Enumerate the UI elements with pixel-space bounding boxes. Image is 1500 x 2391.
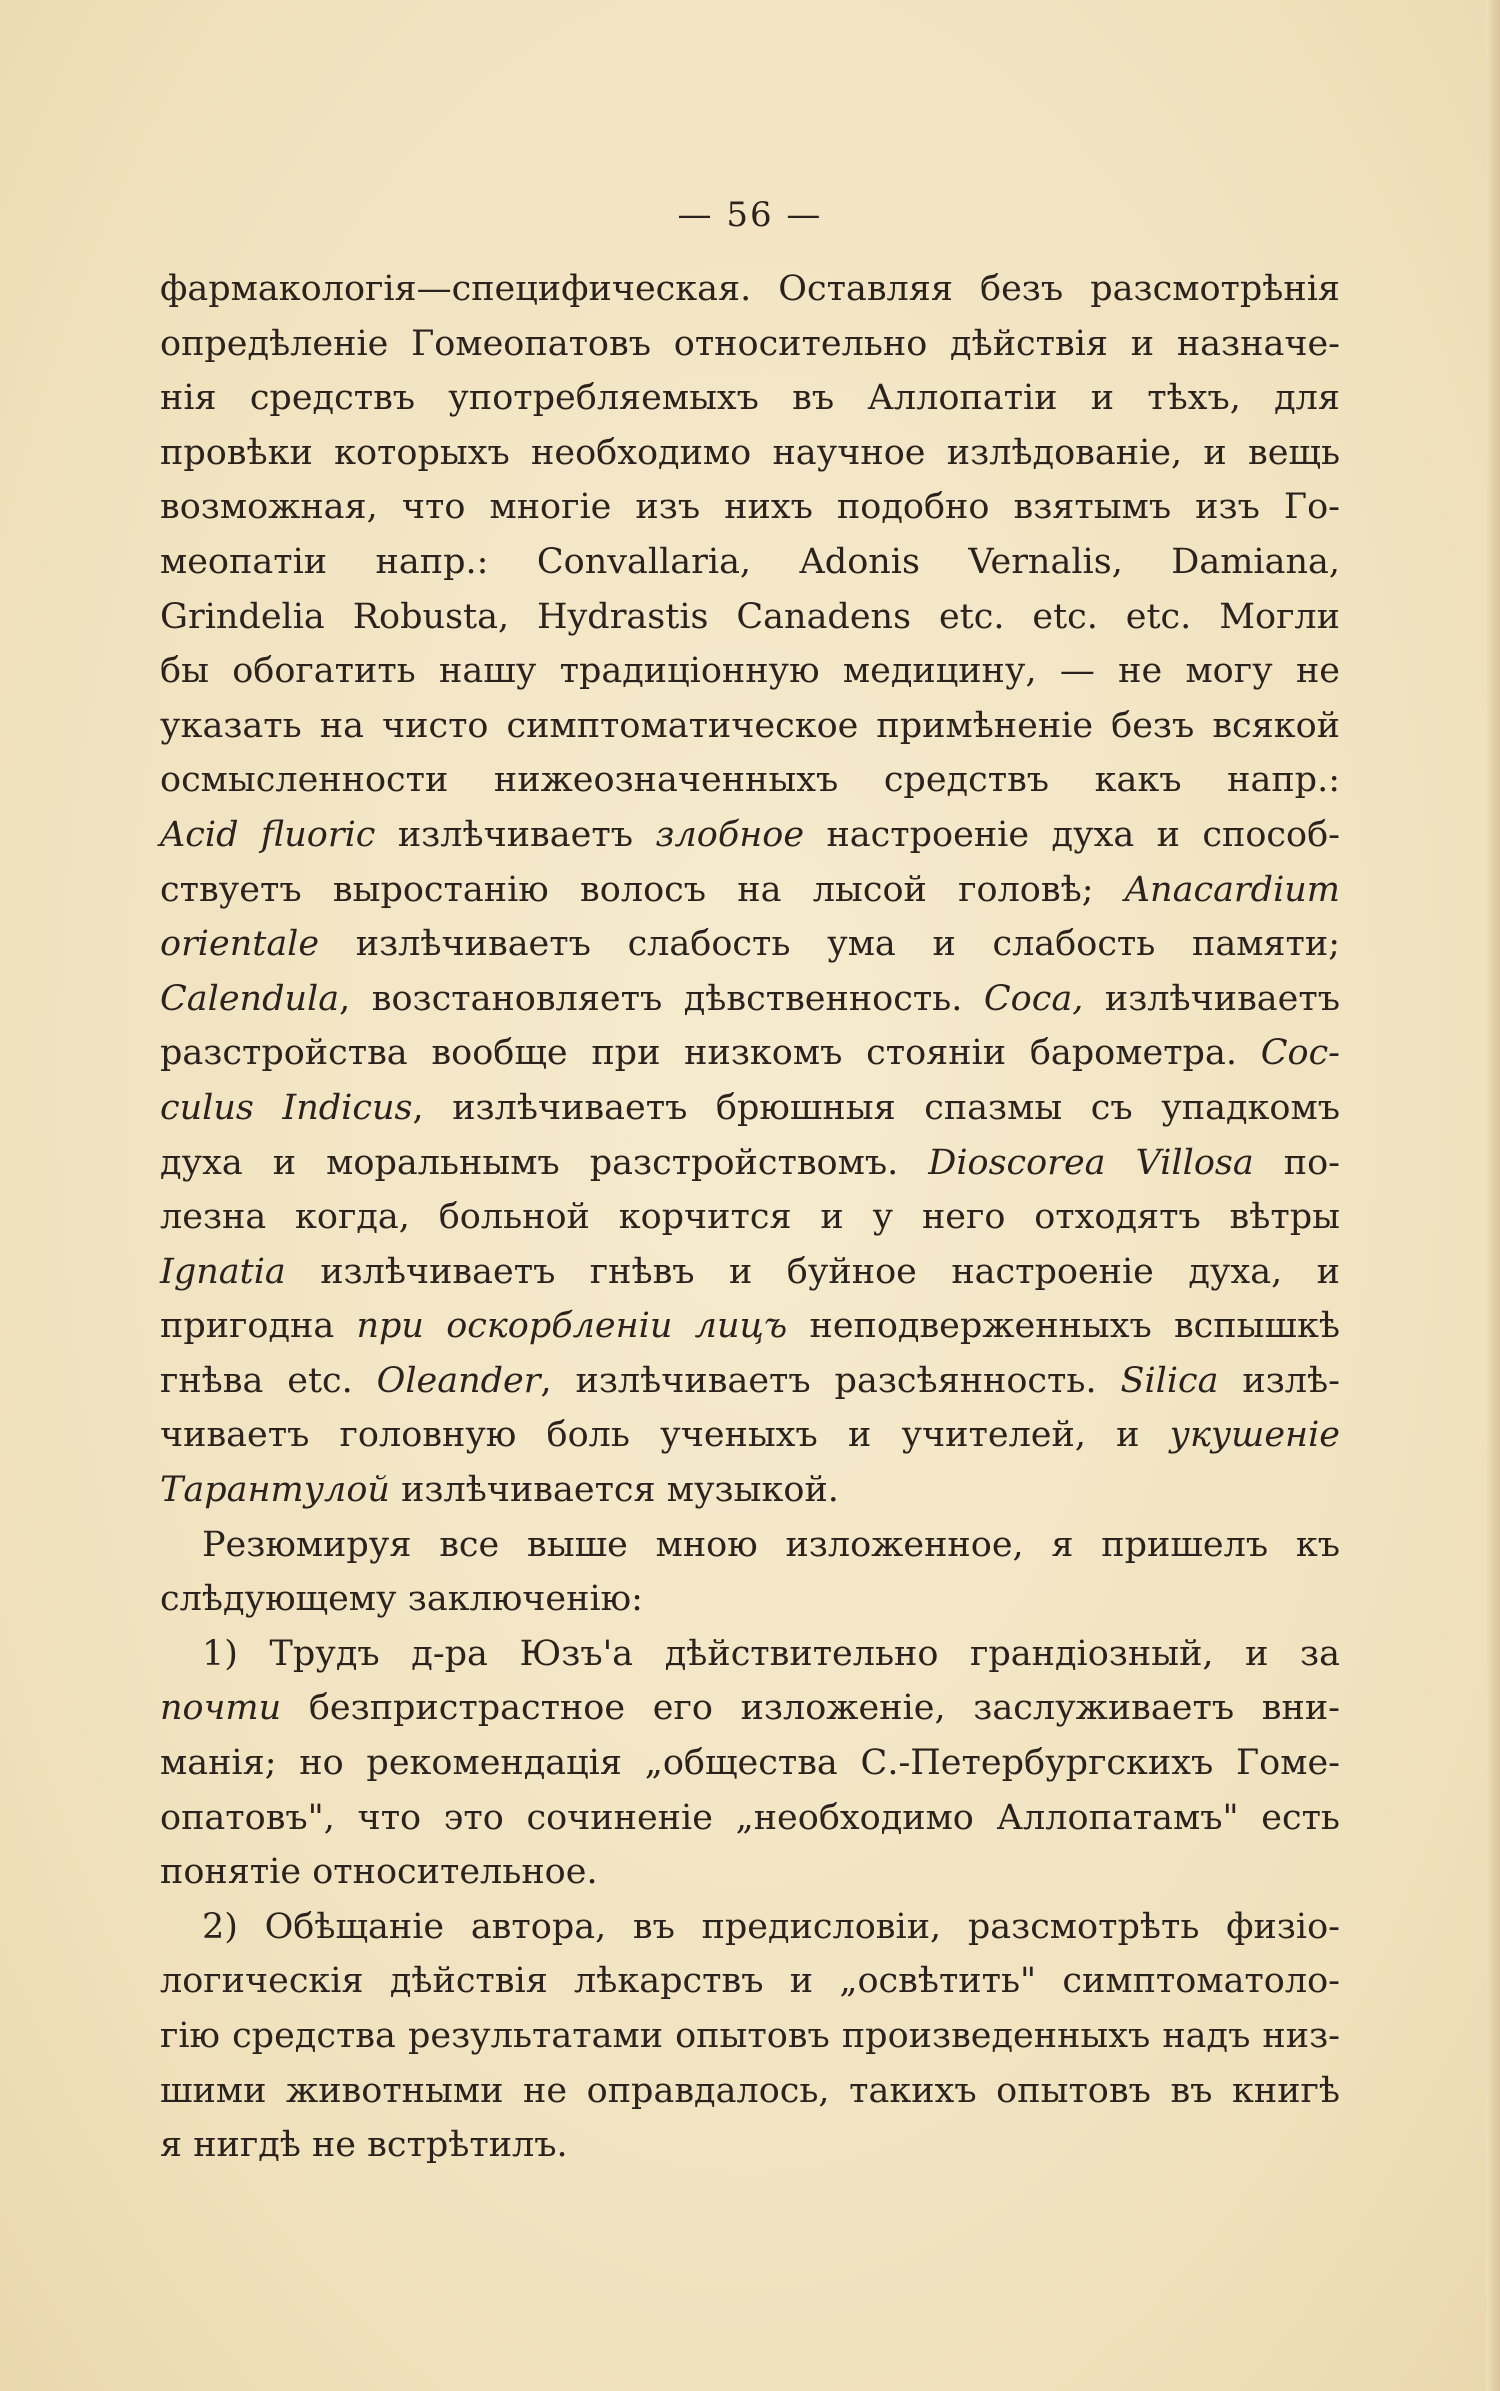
text-segment: разстройства вообще при низкомъ стояніи барометра. xyxy=(160,1033,1261,1074)
text-line xyxy=(160,317,1340,372)
italic-term: почти xyxy=(160,1688,282,1729)
text-line xyxy=(160,1572,1340,1627)
text-segment: возможная, что многіе изъ нихъ подобно взятымъ изъ Го- xyxy=(160,487,1340,528)
text-segment: излѣчивается музыкой. xyxy=(389,1470,839,1511)
text-line xyxy=(160,262,1340,317)
text-segment: гнѣва etc. xyxy=(160,1360,377,1401)
text-segment: излѣ- xyxy=(1218,1360,1340,1401)
text-line xyxy=(160,699,1340,754)
text-segment: неподверженныхъ вспышкѣ xyxy=(787,1306,1340,1347)
italic-term: при оскорбленіи лицъ xyxy=(356,1306,788,1347)
text-line xyxy=(160,972,1340,1027)
text-line xyxy=(160,2009,1340,2064)
text-line xyxy=(160,535,1340,590)
text-line xyxy=(160,1463,1340,1518)
text-segment: бы обогатить нашу традиціонную медицину, — не могу не xyxy=(160,651,1340,692)
italic-term: culus Indicus xyxy=(160,1087,413,1128)
text-segment: фармакологія—специфическая. Оставляя безъ разсмотрѣнія xyxy=(160,269,1340,309)
page-number: — 56 — xyxy=(677,195,823,235)
text-line xyxy=(160,1518,1340,1573)
page-edge-shadow xyxy=(1486,0,1500,2391)
text-line xyxy=(160,1791,1340,1846)
text-line xyxy=(160,1299,1340,1354)
text-segment: ствуетъ выростанію волосъ на лысой головѣ; xyxy=(160,869,1125,910)
text-line xyxy=(160,1900,1340,1955)
text-line xyxy=(160,590,1340,645)
text-line xyxy=(160,1081,1340,1136)
text-segment: Grindelia Robusta, Hydrastis Canadens etc. etc. etc. Могли xyxy=(160,596,1340,637)
text-line xyxy=(160,2118,1340,2173)
text-segment: Резюмируя все выше мною изложенное, я пришелъ къ xyxy=(202,1524,1340,1565)
text-segment: , излѣчиваетъ брюшныя спазмы съ упадкомъ xyxy=(412,1087,1340,1128)
text-segment: слѣдующему заключенію: xyxy=(160,1579,643,1620)
text-segment: излѣчиваетъ слабость ума и слабость памяти; xyxy=(319,924,1340,965)
italic-term: Oleander xyxy=(376,1360,541,1401)
text-segment: пригодна xyxy=(160,1306,357,1347)
text-segment: излѣчиваетъ xyxy=(375,814,656,855)
text-line xyxy=(160,917,1340,972)
italic-term: Coca, xyxy=(983,978,1084,1019)
text-segment: логическія дѣйствія лѣкарствъ и „освѣтить" симптоматоло- xyxy=(160,1961,1340,2002)
italic-term: Coc- xyxy=(1260,1033,1340,1074)
text-segment: провѣки которыхъ необходимо научное излѣдованіе, и вещь xyxy=(160,432,1340,473)
text-segment: манія; но рекомендація „общества С.-Петербургскихъ Гоме- xyxy=(160,1743,1340,1784)
italic-term: злобное xyxy=(655,814,805,855)
text-line xyxy=(160,1190,1340,1245)
italic-term: orientale xyxy=(160,924,320,965)
text-line xyxy=(160,371,1340,426)
text-segment: меопатіи напр.: Convallaria, Adonis Vernalis, Damiana, xyxy=(160,541,1340,582)
text-line xyxy=(160,808,1340,863)
text-segment: указать на чисто симптоматическое примѣненіе безъ всякой xyxy=(160,705,1340,746)
text-segment: настроеніе духа и способ- xyxy=(804,814,1340,855)
text-line xyxy=(160,1845,1340,1900)
text-segment: я нигдѣ не встрѣтилъ. xyxy=(160,2125,568,2166)
text-line xyxy=(160,1408,1340,1463)
italic-term: Silica xyxy=(1120,1360,1219,1401)
text-segment: опатовъ", что это сочиненіе „необходимо Аллопатамъ" есть xyxy=(160,1797,1340,1838)
text-line xyxy=(160,1354,1340,1409)
text-segment: духа и моральнымъ разстройствомъ. xyxy=(160,1142,929,1183)
text-line xyxy=(160,863,1340,918)
text-line xyxy=(160,426,1340,481)
text-segment: , возстановляетъ дѣвственность. xyxy=(339,978,984,1019)
text-line xyxy=(160,2064,1340,2119)
text-line xyxy=(160,1627,1340,1682)
italic-term: Ignatia xyxy=(160,1251,286,1292)
text-line xyxy=(160,1954,1340,2009)
text-line xyxy=(160,753,1340,808)
text-line xyxy=(160,1681,1340,1736)
body-text xyxy=(160,262,1340,2173)
text-segment: нія средствъ употребляемыхъ въ Аллопатіи и тѣхъ, для xyxy=(160,378,1340,419)
text-segment: шими животными не оправдалось, такихъ опытовъ въ книгѣ xyxy=(160,2070,1340,2111)
text-segment: лезна когда, больной корчится и у него отходятъ вѣтры xyxy=(160,1197,1340,1238)
text-segment: осмысленности нижеозначенныхъ средствъ какъ напр.: xyxy=(160,760,1340,801)
text-segment: гію средства результатами опытовъ произведенныхъ надъ низ- xyxy=(160,2016,1340,2056)
text-segment: , излѣчиваетъ разсѣянность. xyxy=(540,1360,1121,1401)
text-segment: чиваетъ головную боль ученыхъ и учителей, и xyxy=(160,1415,1170,1456)
text-line xyxy=(160,1245,1340,1300)
text-segment: безпристрастное его изложеніе, заслуживаетъ вни- xyxy=(281,1688,1340,1729)
text-line xyxy=(160,1136,1340,1191)
text-line xyxy=(160,644,1340,699)
italic-term: Тарантулой xyxy=(160,1470,390,1511)
text-segment: излѣчиваетъ гнѣвъ и буйное настроеніе духа, и xyxy=(285,1251,1340,1292)
italic-term: Acid fluoric xyxy=(160,814,376,855)
text-line xyxy=(160,1736,1340,1791)
italic-term: Dioscorea Villosa xyxy=(928,1142,1254,1183)
text-segment: по- xyxy=(1253,1142,1340,1183)
text-segment: 1) Трудъ д-ра Юзъ'а дѣйствительно грандіозный, и за xyxy=(202,1633,1340,1674)
text-line xyxy=(160,480,1340,535)
text-segment: опредѣленіе Гомеопатовъ относительно дѣйствія и назначе- xyxy=(160,323,1340,364)
text-segment: понятіе относительное. xyxy=(160,1852,598,1893)
text-segment: 2) Обѣщаніе автора, въ предисловіи, разсмотрѣть физіо- xyxy=(202,1906,1340,1947)
text-segment: излѣчиваетъ xyxy=(1083,978,1341,1019)
italic-term: Anacardium xyxy=(1124,869,1340,910)
italic-term: Calendula xyxy=(160,978,340,1019)
italic-term: укушеніе xyxy=(1169,1415,1340,1456)
text-line xyxy=(160,1026,1340,1081)
